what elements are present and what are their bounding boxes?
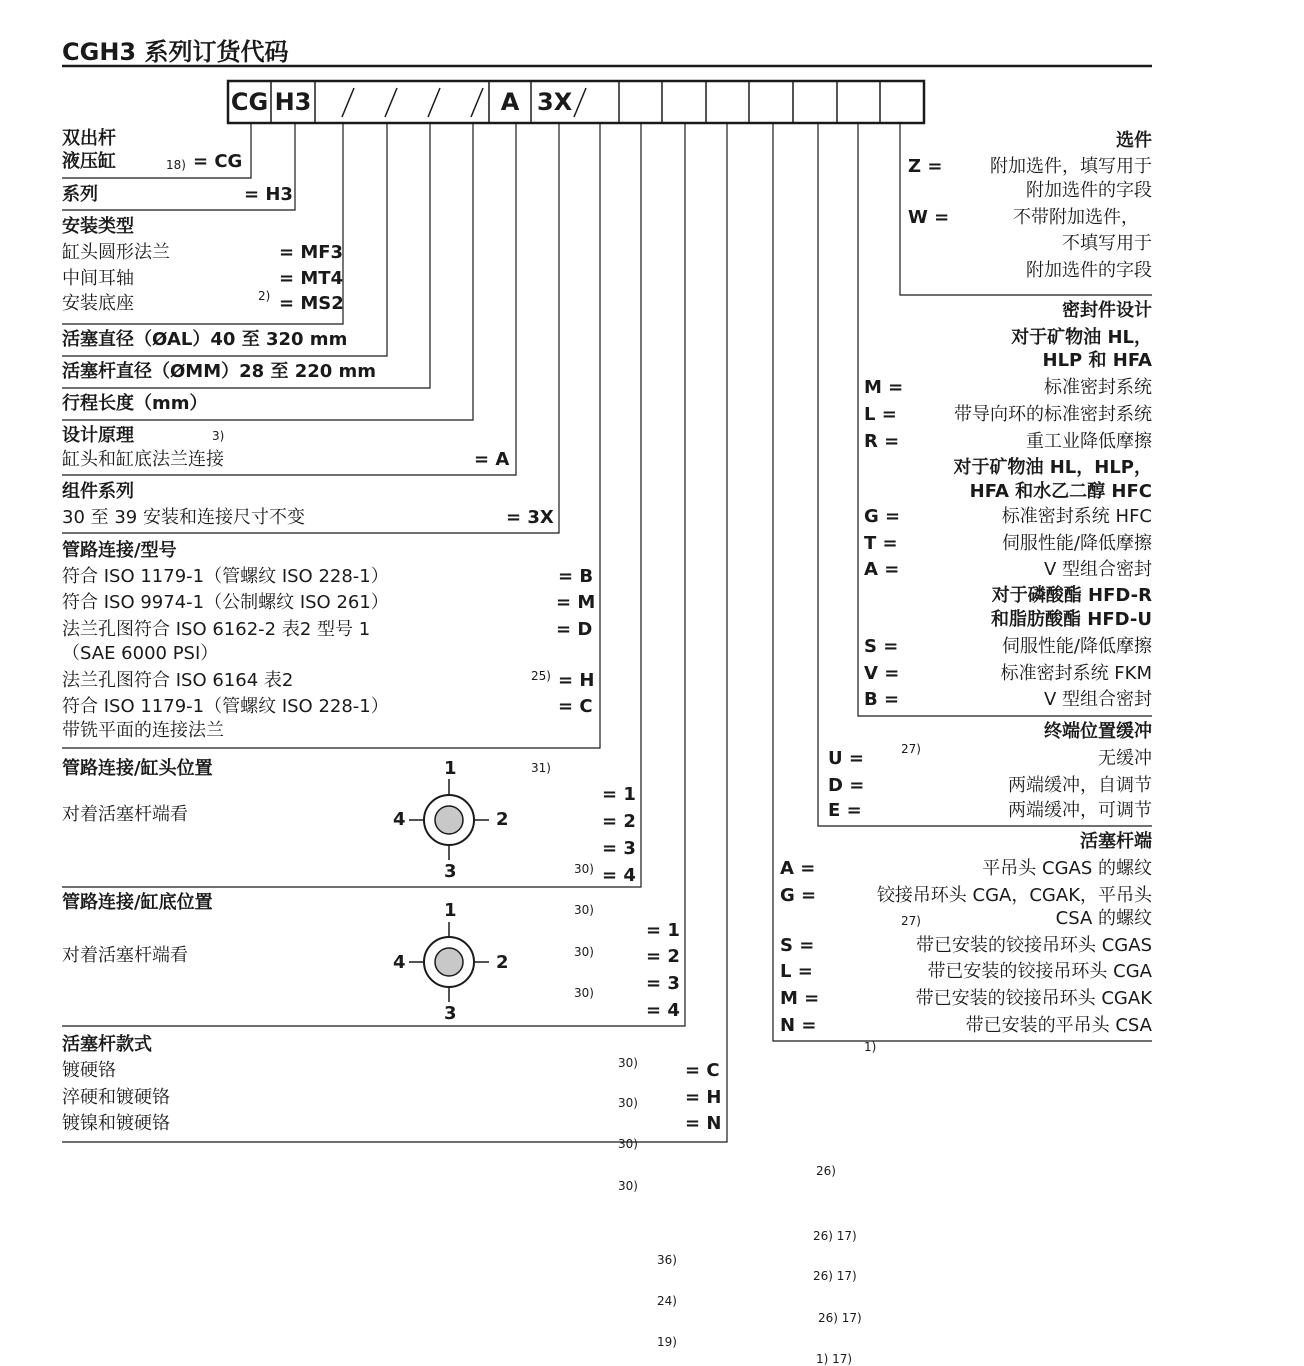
option-label: 附加选件，填写用于 <box>990 156 1152 177</box>
stroke-length: 行程长度（mm） <box>62 393 208 414</box>
mount-label: 安装底座 <box>62 293 134 314</box>
code-box-cg: CG <box>230 88 269 116</box>
rodend-heading: 活塞杆端 <box>1080 831 1152 852</box>
rodend-code: A = <box>780 858 816 879</box>
seal-label: 带导向环的标准密封系统 <box>954 404 1152 425</box>
mount-footnote: 2) <box>258 289 271 304</box>
rodend-code: M = <box>780 988 820 1009</box>
pipe-code: = C <box>558 696 593 717</box>
seal-group-heading: 对于矿物油 HL， <box>1011 327 1152 348</box>
seal-label: V 型组合密封 <box>1043 689 1152 710</box>
page-title: CGH3 系列订货代码 <box>62 38 289 66</box>
code-box-3x: 3X <box>537 88 573 116</box>
basepos-footnote: 30) <box>618 1095 638 1110</box>
head-position-diagram <box>409 779 489 860</box>
basepos-dir-3: 3 <box>444 1003 457 1024</box>
cushion-label: 两端缓冲，可调节 <box>1008 800 1152 821</box>
pipe-code: = D <box>556 619 593 640</box>
cushion-label: 无缓冲 <box>1098 748 1152 769</box>
base-position-diagram <box>409 922 489 1002</box>
type-label-2: 液压缸 <box>62 151 116 172</box>
option-heading: 选件 <box>1116 130 1152 151</box>
headpos-code: = 2 <box>602 811 636 832</box>
seal-label: 重工业降低摩擦 <box>1026 431 1152 452</box>
headpos-footnote: 30) <box>574 861 594 876</box>
headpos-dir-4: 4 <box>393 809 406 830</box>
seal-label: 标准密封系统 FKM <box>1000 663 1152 684</box>
seal-code: R = <box>864 431 900 452</box>
rodend-code: N = <box>780 1015 817 1036</box>
basepos-code: = 2 <box>646 946 680 967</box>
mount-label: 缸头圆形法兰 <box>62 242 170 263</box>
basepos-code: = 3 <box>646 973 680 994</box>
cushion-label: 两端缓冲，自调节 <box>1008 775 1152 796</box>
seal-label: 标准密封系统 <box>1044 377 1152 398</box>
comp-code: = 3X <box>506 507 554 528</box>
rodtype-code: = C <box>685 1060 720 1081</box>
basepos-dir-1: 1 <box>444 900 457 921</box>
option-label: 附加选件的字段 <box>1026 260 1152 281</box>
seal-footnote: 27) <box>901 913 921 928</box>
rodend-label: 带已安装的铰接吊环头 CGAS <box>916 935 1152 956</box>
design-label: 缸头和缸底法兰连接 <box>62 449 224 470</box>
pipe-code: = B <box>558 566 594 587</box>
headpos-label: 对着活塞杆端看 <box>62 804 188 825</box>
pipe-label: 符合 ISO 1179-1（管螺纹 ISO 228-1） <box>62 696 389 717</box>
rodtype-label: 镀镍和镀硬铬 <box>62 1113 170 1134</box>
option-label: 附加选件的字段 <box>1026 180 1152 201</box>
series-code: = H3 <box>244 184 293 205</box>
pipe-code: = M <box>556 592 596 613</box>
pipe-label: 符合 ISO 1179-1（管螺纹 ISO 228-1） <box>62 566 389 587</box>
rodtype-label: 淬硬和镀硬铬 <box>62 1087 170 1108</box>
rod-diameter: 活塞杆直径（ØMM）28 至 220 mm <box>62 361 377 382</box>
type-code: = CG <box>193 151 243 172</box>
piston-diameter: 活塞直径（ØAL）40 至 320 mm <box>62 329 348 350</box>
rodend-code: L = <box>780 961 813 982</box>
pipe-label-2: （SAE 6000 PSI） <box>62 643 219 664</box>
pipe-label: 法兰孔图符合 ISO 6162-2 表2 型号 1 <box>62 619 371 640</box>
headpos-code: = 3 <box>602 838 636 859</box>
series-label: 系列 <box>62 184 98 205</box>
seal-code: S = <box>864 636 899 657</box>
seal-group-heading: 和脂肪酸酯 HFD-U <box>991 609 1152 630</box>
design-code: = A <box>474 449 510 470</box>
cushion-footnote: 1) <box>864 1040 877 1055</box>
basepos-dir-4: 4 <box>393 952 406 973</box>
pipe-label: 法兰孔图符合 ISO 6164 表2 <box>62 670 294 691</box>
seal-code: B = <box>864 689 900 710</box>
seal-code: T = <box>864 533 898 554</box>
seal-code: V = <box>864 663 900 684</box>
basepos-footnote: 30) <box>618 1178 638 1193</box>
headpos-code: = 1 <box>602 784 636 805</box>
headpos-footnote: 30) <box>574 903 594 918</box>
mount-code: = MF3 <box>279 242 344 263</box>
headpos-dir-2: 2 <box>496 809 509 830</box>
rodtype-code: = N <box>685 1113 722 1134</box>
option-label: 不带附加选件， <box>1013 207 1139 228</box>
seal-code: A = <box>864 559 900 580</box>
headpos-dir-1: 1 <box>444 758 457 779</box>
pipe-heading: 管路连接/型号 <box>62 540 177 561</box>
rodend-footnote: 26) 17) <box>818 1310 862 1325</box>
basepos-code: = 1 <box>646 920 680 941</box>
mount-code: = MT4 <box>279 268 344 289</box>
rodend-footnote: 26) <box>816 1164 836 1179</box>
pipe-code: = H <box>558 670 595 691</box>
option-code: Z = <box>908 156 943 177</box>
design-heading: 设计原理 <box>62 425 134 446</box>
seal-code: G = <box>864 506 901 527</box>
rodend-footnote: 1) 17) <box>816 1351 853 1366</box>
rodend-label-2: CSA 的螺纹 <box>1055 908 1152 929</box>
basepos-footnote: 30) <box>618 1137 638 1152</box>
cushion-code: D = <box>828 775 865 796</box>
option-code: W = <box>908 207 950 228</box>
seal-group-heading: 对于磷酸酯 HFD-R <box>991 585 1152 606</box>
seal-group-heading: HLP 和 HFA <box>1042 350 1152 371</box>
rodend-label: 带已安装的铰接吊环头 CGAK <box>915 988 1152 1009</box>
headpos-code: = 4 <box>602 865 636 886</box>
mount-code: = MS2 <box>279 293 344 314</box>
cushion-code: E = <box>828 800 862 821</box>
rodtype-footnote: 24) <box>657 1294 677 1309</box>
rodend-label: 平吊头 CGAS 的螺纹 <box>982 858 1152 879</box>
rodtype-footnote: 36) <box>657 1253 677 1268</box>
pipe-footnote: 31) <box>531 760 551 775</box>
pipe-label: 符合 ISO 9974-1（公制螺纹 ISO 261） <box>62 592 389 613</box>
seal-group-heading: 对于矿物油 HL，HLP， <box>953 457 1152 478</box>
mount-label: 中间耳轴 <box>62 268 134 289</box>
basepos-dir-2: 2 <box>496 952 509 973</box>
comp-heading: 组件系列 <box>62 481 134 502</box>
basepos-footnote: 30) <box>618 1055 638 1070</box>
headpos-footnote: 30) <box>574 986 594 1001</box>
seal-code: L = <box>864 404 897 425</box>
seal-heading: 密封件设计 <box>1062 300 1152 321</box>
type-label-1: 双出杆 <box>62 128 116 149</box>
rodend-code: G = <box>780 885 817 906</box>
code-box-h3: H3 <box>274 88 312 116</box>
pipe-footnote: 25) <box>531 669 551 684</box>
basepos-label: 对着活塞杆端看 <box>62 945 188 966</box>
seal-label: V 型组合密封 <box>1043 559 1152 580</box>
headpos-footnote: 30) <box>574 944 594 959</box>
rodtype-heading: 活塞杆款式 <box>62 1034 152 1055</box>
rodend-label: 带已安装的平吊头 CSA <box>965 1015 1152 1036</box>
stroke-footnote: 3) <box>212 428 225 443</box>
seal-code: M = <box>864 377 904 398</box>
seal-footnote: 27) <box>901 742 921 757</box>
headpos-heading: 管路连接/缸头位置 <box>62 758 213 779</box>
rodtype-code: = H <box>685 1087 722 1108</box>
seal-label: 标准密封系统 HFC <box>1001 506 1152 527</box>
seal-group-heading: HFA 和水乙二醇 HFC <box>969 481 1152 502</box>
rodtype-label: 镀硬铬 <box>62 1060 116 1081</box>
pipe-label-2: 带铣平面的连接法兰 <box>62 720 224 741</box>
rodend-footnote: 26) 17) <box>813 1228 857 1243</box>
seal-label: 伺服性能/降低摩擦 <box>1001 533 1152 554</box>
rodend-code: S = <box>780 935 815 956</box>
type-footnote: 18) <box>166 158 186 172</box>
rodend-footnote: 26) 17) <box>813 1269 857 1284</box>
cushion-code: U = <box>828 748 864 769</box>
seal-label: 伺服性能/降低摩擦 <box>1001 636 1152 657</box>
headpos-dir-3: 3 <box>444 861 457 882</box>
basepos-code: = 4 <box>646 1000 680 1021</box>
option-label: 不填写用于 <box>1062 233 1152 254</box>
code-box-a: A <box>500 88 520 116</box>
comp-label: 30 至 39 安装和连接尺寸不变 <box>62 507 305 528</box>
rodtype-footnote: 19) <box>657 1334 677 1349</box>
rodend-label: 铰接吊环头 CGA，CGAK，平吊头 <box>876 885 1152 906</box>
cushion-heading: 终端位置缓冲 <box>1044 721 1152 742</box>
basepos-heading: 管路连接/缸底位置 <box>62 892 213 913</box>
mount-heading: 安装类型 <box>62 216 134 237</box>
rodend-label: 带已安装的铰接吊环头 CGA <box>927 961 1152 982</box>
